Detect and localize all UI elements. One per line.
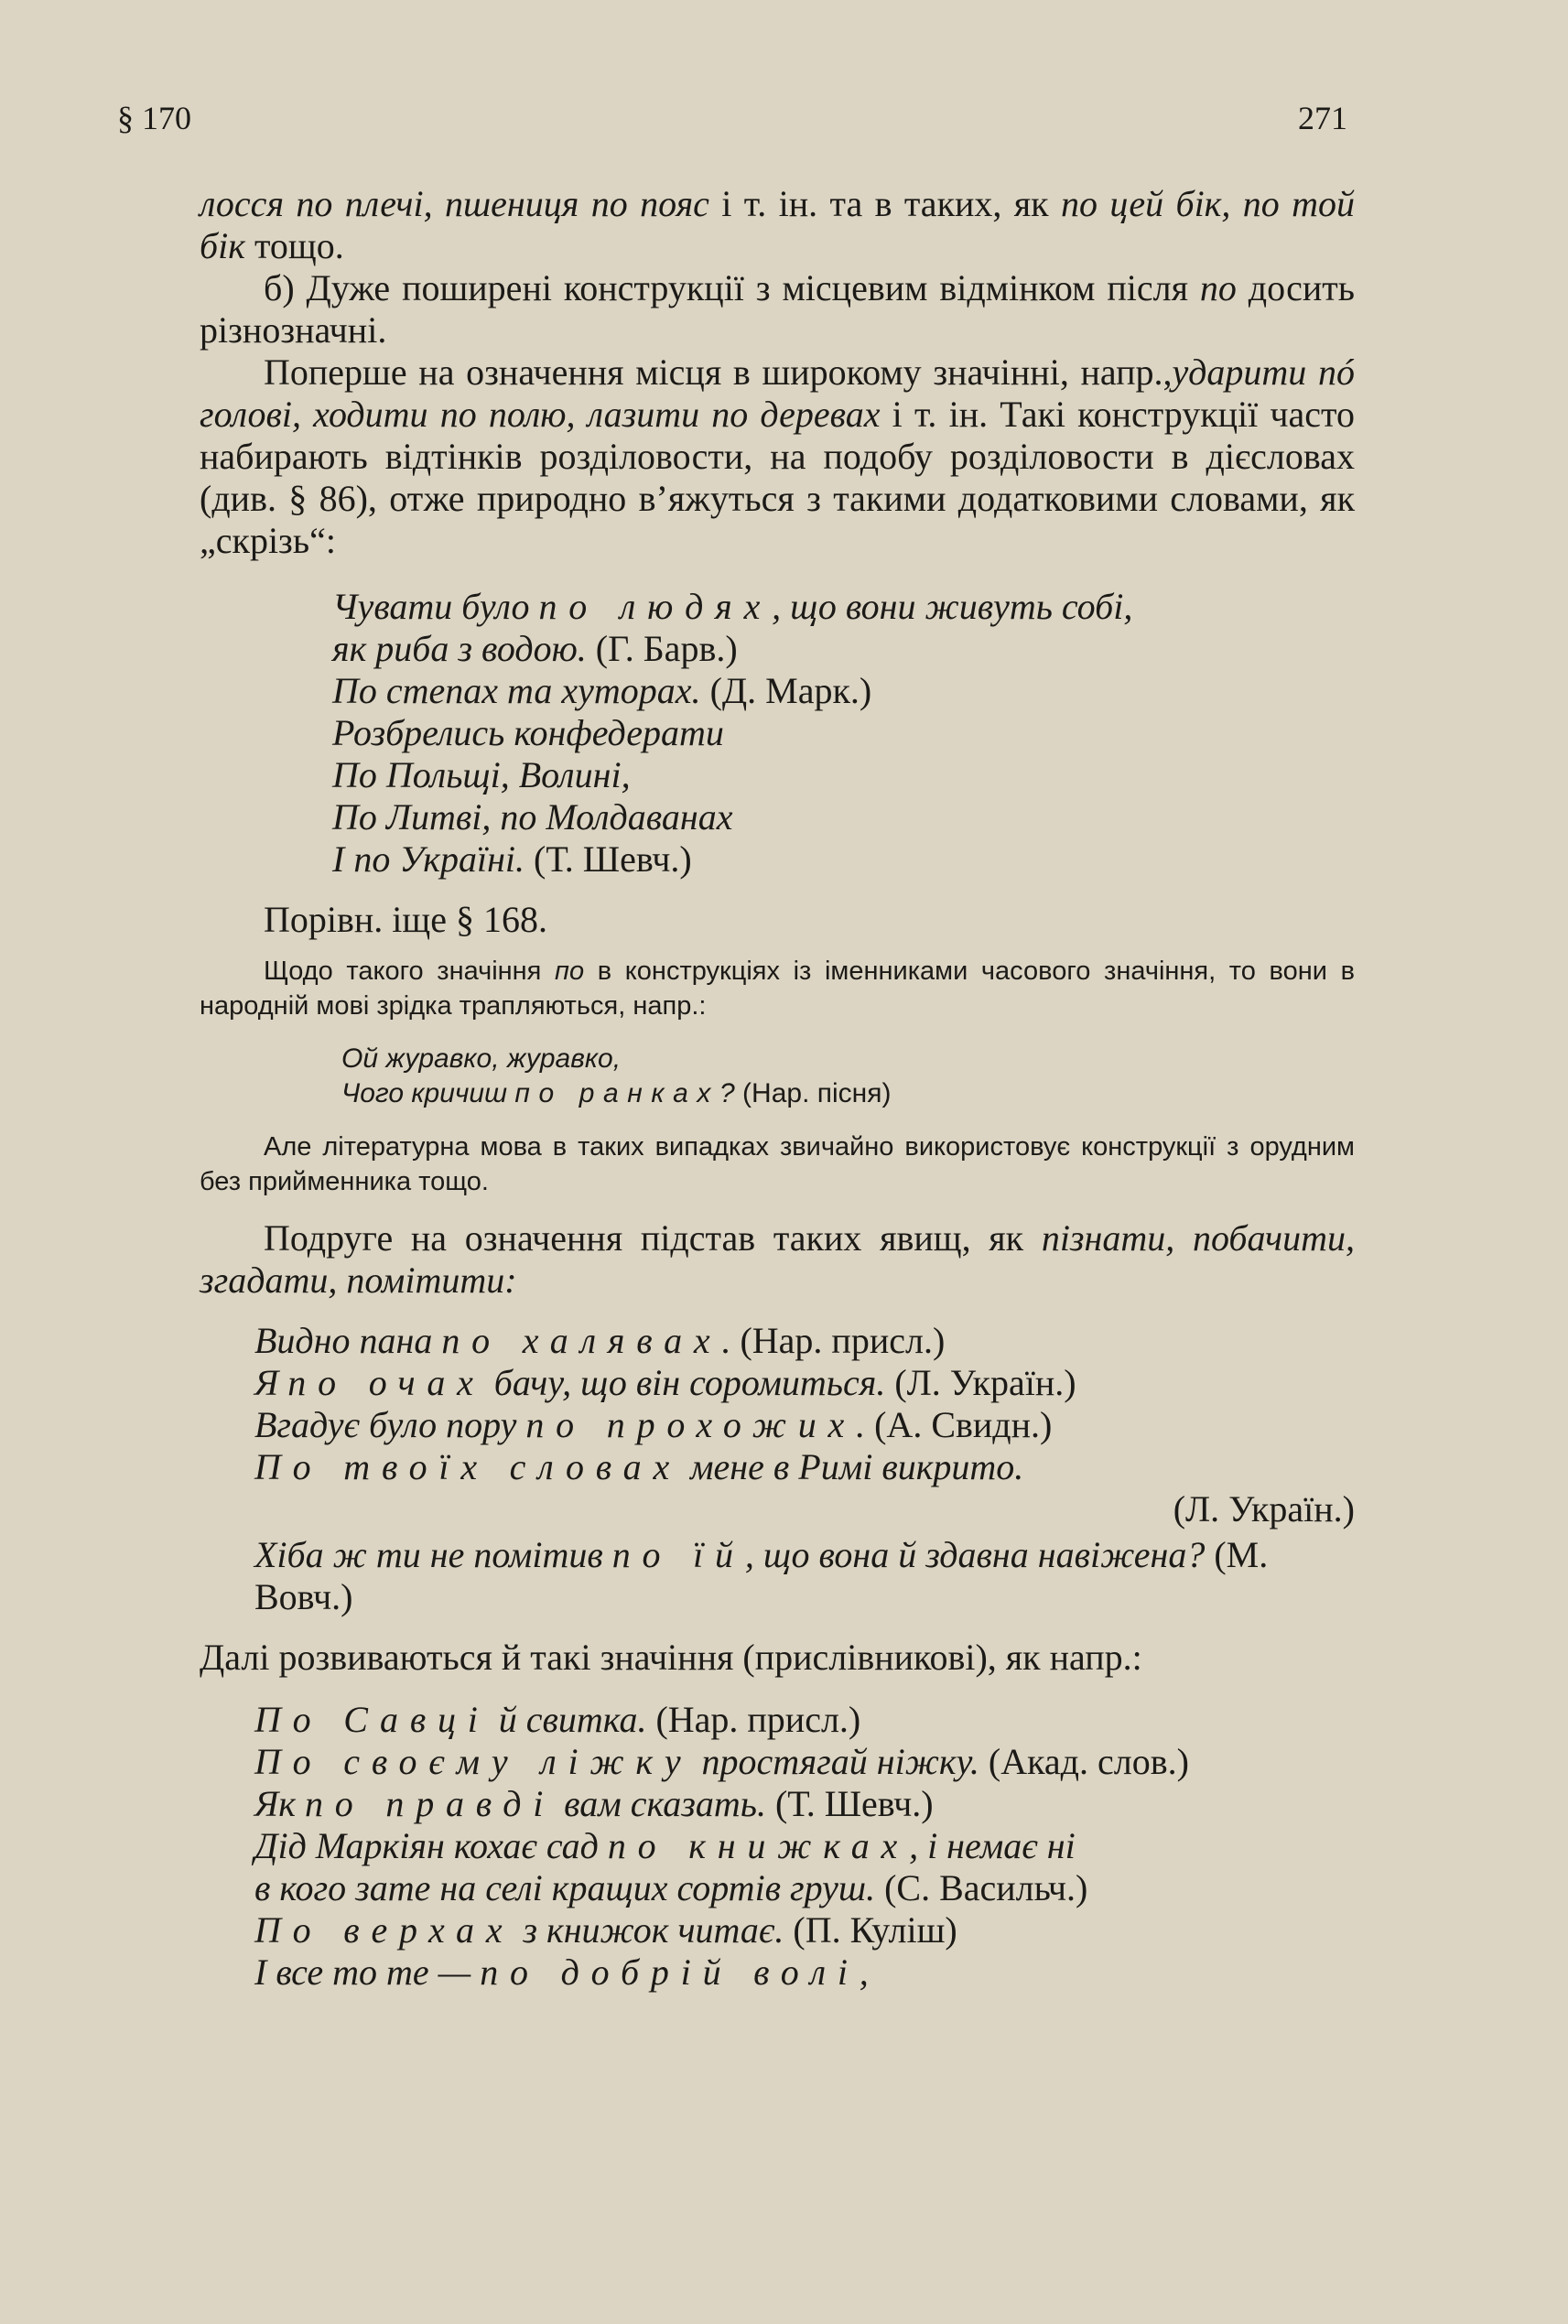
spaced-emphasis: По твоїх словах <box>254 1446 682 1487</box>
text-segment: по цей бік, по той бік <box>200 183 1356 266</box>
small-print-note <box>200 954 1355 1199</box>
verse-3b-lines <box>254 1534 1355 1618</box>
source-reference: (С. Васильч.) <box>884 1867 1088 1908</box>
spaced-emphasis: по ранках <box>514 1078 720 1108</box>
text-segment: по <box>555 957 585 986</box>
text-segment: і т. ін. Такі конструкції часто набирають відтінків розділовости, на подобу розділовости в дієсловах (див. § 86), отже природно в’яжуться з такими додатковими словами, як „скрізь“: <box>200 394 1355 561</box>
verse-text: Чого кричиш <box>341 1078 515 1108</box>
page-number: 271 <box>1298 100 1347 136</box>
verse-line <box>332 838 1355 881</box>
text-segment: в конструкціях із іменниками часового значіння, то вони в народній мові зрідка трапляються, напр.: <box>200 957 1355 1021</box>
verse-line <box>341 1076 1355 1111</box>
verse-text: По степах та хуторах. <box>332 670 710 711</box>
verse-3-last-source: (Л. Україн.) <box>1173 1488 1355 1530</box>
verse-block-3 <box>254 1320 1355 1618</box>
source-reference: (П. Куліш) <box>793 1909 957 1951</box>
text-segment: ударити пó голові, ходити по полю, лазити по деревах <box>200 351 1355 435</box>
verse-text: , що вони живуть собі, <box>772 586 1133 627</box>
verse-block-4 <box>254 1699 1355 1994</box>
spaced-emphasis: по книжках <box>607 1825 910 1866</box>
verse-text: Чувати було <box>332 586 539 627</box>
verse-line <box>254 1741 1355 1783</box>
verse-line <box>332 796 1355 838</box>
text-segment: досить різнозначні. <box>200 267 1356 351</box>
verse-3-lines <box>254 1320 1355 1488</box>
source-reference: (Т. Шевч.) <box>534 838 692 880</box>
verse-line <box>341 1042 1355 1076</box>
verse-text: , і немає ні <box>909 1825 1076 1866</box>
paragraph-second-meaning <box>200 1217 1355 1302</box>
source-reference: (Г. Барв.) <box>595 628 738 669</box>
spaced-emphasis: По своєму ліжку <box>254 1741 693 1782</box>
verse-line <box>254 1825 1355 1867</box>
section-number: § 170 <box>117 100 191 136</box>
spaced-emphasis: По верхах <box>254 1909 514 1951</box>
spaced-emphasis: по правді <box>305 1783 556 1824</box>
source-reference: (А. Свидн.) <box>874 1404 1053 1445</box>
intro-paragraph <box>200 183 1355 267</box>
paragraph-b <box>200 267 1355 351</box>
verse-line <box>332 712 1355 754</box>
verse-line <box>332 754 1355 796</box>
source-reference: (Акад. слов.) <box>988 1741 1189 1782</box>
verse-line <box>254 1534 1355 1618</box>
verse-text: з книжок читає. <box>514 1909 794 1951</box>
text-segment: Поперше на означення місця в широкому значінні, напр., <box>264 351 1173 393</box>
verse-line <box>254 1783 1355 1825</box>
verse-line <box>254 1909 1355 1951</box>
verse-line <box>332 670 1355 712</box>
verse-text: в кого зате на селі кращих сортів груш. <box>254 1867 885 1908</box>
verse-text: І по Україні. <box>332 838 535 880</box>
text-segment: лосся по плечі, пшениця по пояс <box>200 183 709 224</box>
paragraph-further: Далі розвиваються й такі значіння (прислівникові), як напр.: <box>200 1637 1142 1678</box>
source-reference: (Нар. присл.) <box>740 1320 946 1361</box>
verse-text: Дід Маркіян кохає сад <box>254 1825 608 1866</box>
verse-text: ? <box>719 1078 743 1108</box>
spaced-emphasis: по добрій волі <box>480 1951 860 1993</box>
paragraph-first-meaning <box>200 351 1355 562</box>
compare-note: Порівн. іще § 168. <box>264 899 547 940</box>
verse-block-1 <box>332 586 1355 881</box>
verse-text: , що вона й здавна навіжена? <box>744 1534 1215 1575</box>
page-body <box>200 183 1355 1994</box>
spaced-emphasis: по людях <box>538 586 773 627</box>
verse-line <box>254 1699 1355 1741</box>
text-segment: Подруге на означення підстав таких явищ, як <box>264 1217 1042 1259</box>
verse-block-2 <box>341 1042 1355 1111</box>
verse-text: , <box>859 1951 869 1993</box>
source-reference: (Т. Шевч.) <box>774 1783 934 1824</box>
verse-text: Хіба ж ти не помітив <box>254 1534 612 1575</box>
verse-text: Ой журавко, журавко, <box>341 1043 622 1074</box>
verse-text: По Польщі, Волині, <box>332 754 631 795</box>
verse-line <box>254 1320 1355 1362</box>
source-reference: (М. Вовч.) <box>254 1534 1269 1617</box>
verse-text: вам сказать. <box>555 1783 775 1824</box>
source-reference: (Д. Марк.) <box>709 670 872 711</box>
spaced-emphasis: по прохожих <box>525 1404 857 1445</box>
text-segment: по <box>1199 267 1237 308</box>
verse-line <box>332 586 1355 628</box>
text-segment: Щодо такого значіння <box>264 957 556 986</box>
verse-line <box>332 628 1355 670</box>
source-reference: (Нар. присл.) <box>655 1699 861 1740</box>
text-segment: і т. ін. та в таких, як <box>708 183 1061 224</box>
verse-text: простягай ніжку. <box>692 1741 989 1782</box>
verse-line <box>254 1404 1355 1446</box>
verse-text: Вгадує було пору <box>254 1404 526 1445</box>
small-paragraph-2: Але літературна мова в таких випадках звичайно використовує конструкції з орудним без прийменника тощо. <box>200 1132 1355 1196</box>
spaced-emphasis: по халявах <box>441 1320 722 1361</box>
verse-text: Я <box>254 1362 288 1403</box>
verse-text: . <box>721 1320 741 1361</box>
verse-text: Розбрелись конфедерати <box>332 712 724 753</box>
spaced-emphasis: По Савці <box>254 1699 490 1740</box>
verse-text: Видно пана <box>254 1320 442 1361</box>
small-paragraph-1 <box>200 954 1355 1023</box>
verse-text: як риба з водою. <box>332 628 596 669</box>
verse-line <box>254 1951 1355 1994</box>
verse-text: бачу, що він соромиться. <box>484 1362 895 1403</box>
verse-text: Як <box>254 1783 305 1824</box>
verse-line <box>254 1867 1355 1909</box>
spaced-emphasis: по очах <box>287 1362 485 1403</box>
source-reference: (Л. Україн.) <box>894 1362 1076 1403</box>
verse-line <box>254 1446 1355 1488</box>
text-segment: пізнати, побачити, згадати, помітити: <box>200 1217 1355 1301</box>
spaced-emphasis: по їй <box>611 1534 745 1575</box>
text-segment: б) Дуже поширені конструкції з місцевим відмінком після <box>264 267 1200 308</box>
source-reference: (Нар. пісня) <box>742 1078 892 1108</box>
verse-text: І все то те — <box>254 1951 481 1993</box>
verse-line <box>254 1362 1355 1404</box>
verse-text: По Литві, по Молдаванах <box>332 796 733 838</box>
verse-text: мене в Римі викрито. <box>681 1446 1024 1487</box>
verse-text: . <box>856 1404 875 1445</box>
verse-text: й свитка. <box>489 1699 656 1740</box>
text-segment: тощо. <box>244 225 344 266</box>
